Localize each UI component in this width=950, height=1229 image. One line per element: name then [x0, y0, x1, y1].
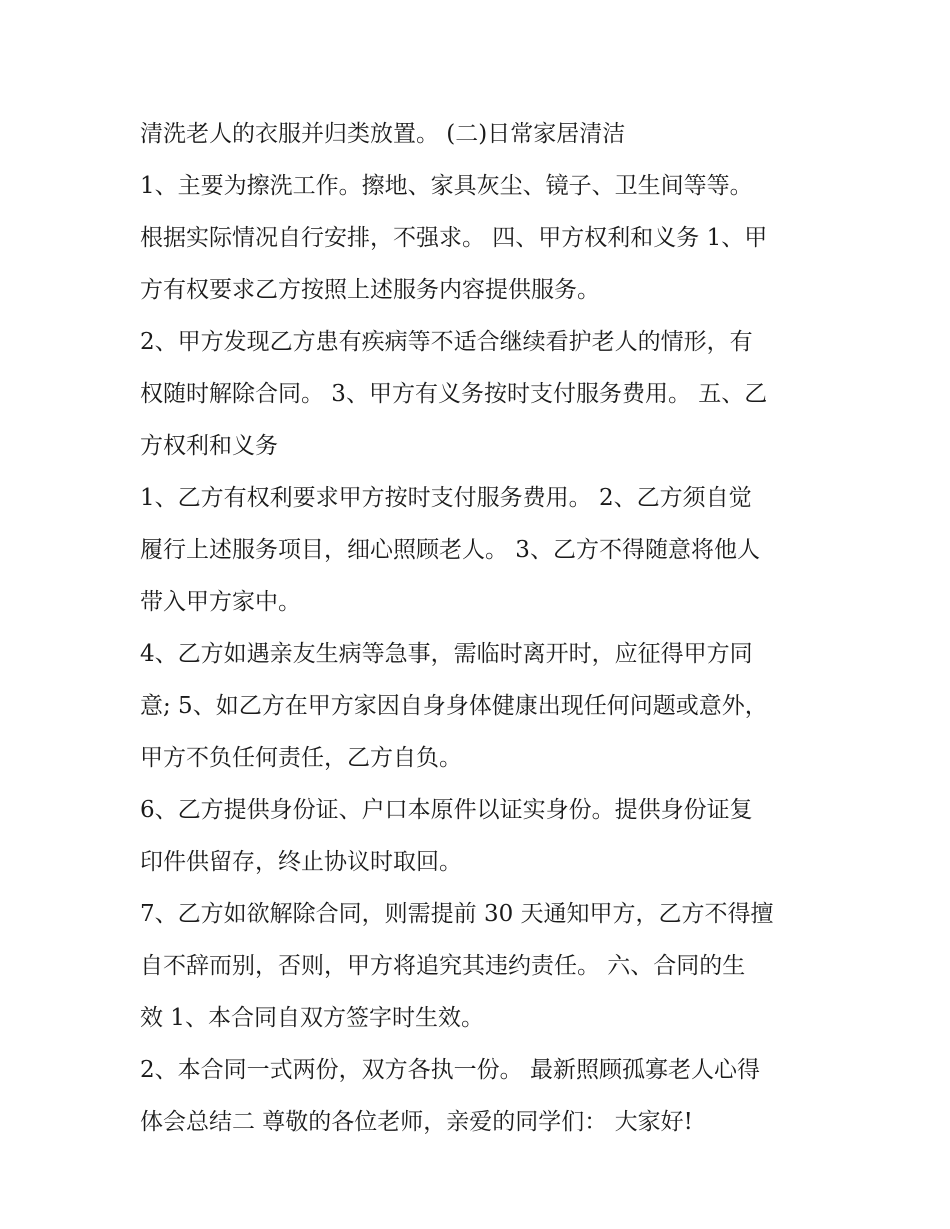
text-line: 权随时解除合同。 3、甲方有义务按时支付服务费用。 五、乙 — [140, 381, 768, 407]
text-line: 1、主要为擦洗工作。擦地、家具灰尘、镜子、卫生间等等。 — [140, 173, 753, 199]
text-line: 意; 5、如乙方在甲方家因自身身体健康出现任何问题或意外， — [140, 693, 768, 719]
text-line: 甲方不负任何责任，乙方自负。 — [140, 745, 462, 771]
text-line: 6、乙方提供身份证、户口本原件以证实身份。提供身份证复 — [140, 797, 753, 823]
text-line: 带入甲方家中。 — [140, 589, 301, 615]
text-line: 履行上述服务项目，细心照顾老人。 3、乙方不得随意将他人 — [140, 537, 760, 563]
text-line: 自不辞而别，否则，甲方将追究其违约责任。 六、合同的生 — [140, 953, 746, 979]
text-line: 2、本合同一式两份，双方各执一份。 最新照顾孤寡老人心得 — [140, 1057, 760, 1083]
text-line: 2、甲方发现乙方患有疾病等不适合继续看护老人的情形，有 — [140, 329, 753, 355]
document-body — [140, 108, 820, 1148]
text-line: 效 1、本合同自双方签字时生效。 — [140, 1005, 484, 1031]
text-line: 方有权要求乙方按照上述服务内容提供服务。 — [140, 277, 600, 303]
text-line: 方权利和义务 — [140, 433, 278, 459]
text-line: 1、乙方有权利要求甲方按时支付服务费用。 2、乙方须自觉 — [140, 485, 752, 511]
text-line: 体会总结二 尊敬的各位老师，亲爱的同学们： 大家好! — [140, 1109, 693, 1135]
text-line: 印件供留存，终止协议时取回。 — [140, 849, 462, 875]
text-line: 根据实际情况自行安排，不强求。 四、甲方权利和义务 1、甲 — [140, 225, 768, 251]
text-line: 4、乙方如遇亲友生病等急事，需临时离开时，应征得甲方同 — [140, 641, 753, 667]
text-line: 7、乙方如欲解除合同，则需提前 30 天通知甲方，乙方不得擅 — [140, 901, 774, 927]
text-line: 清洗老人的衣服并归类放置。 (二)日常家居清洁 — [140, 121, 626, 147]
